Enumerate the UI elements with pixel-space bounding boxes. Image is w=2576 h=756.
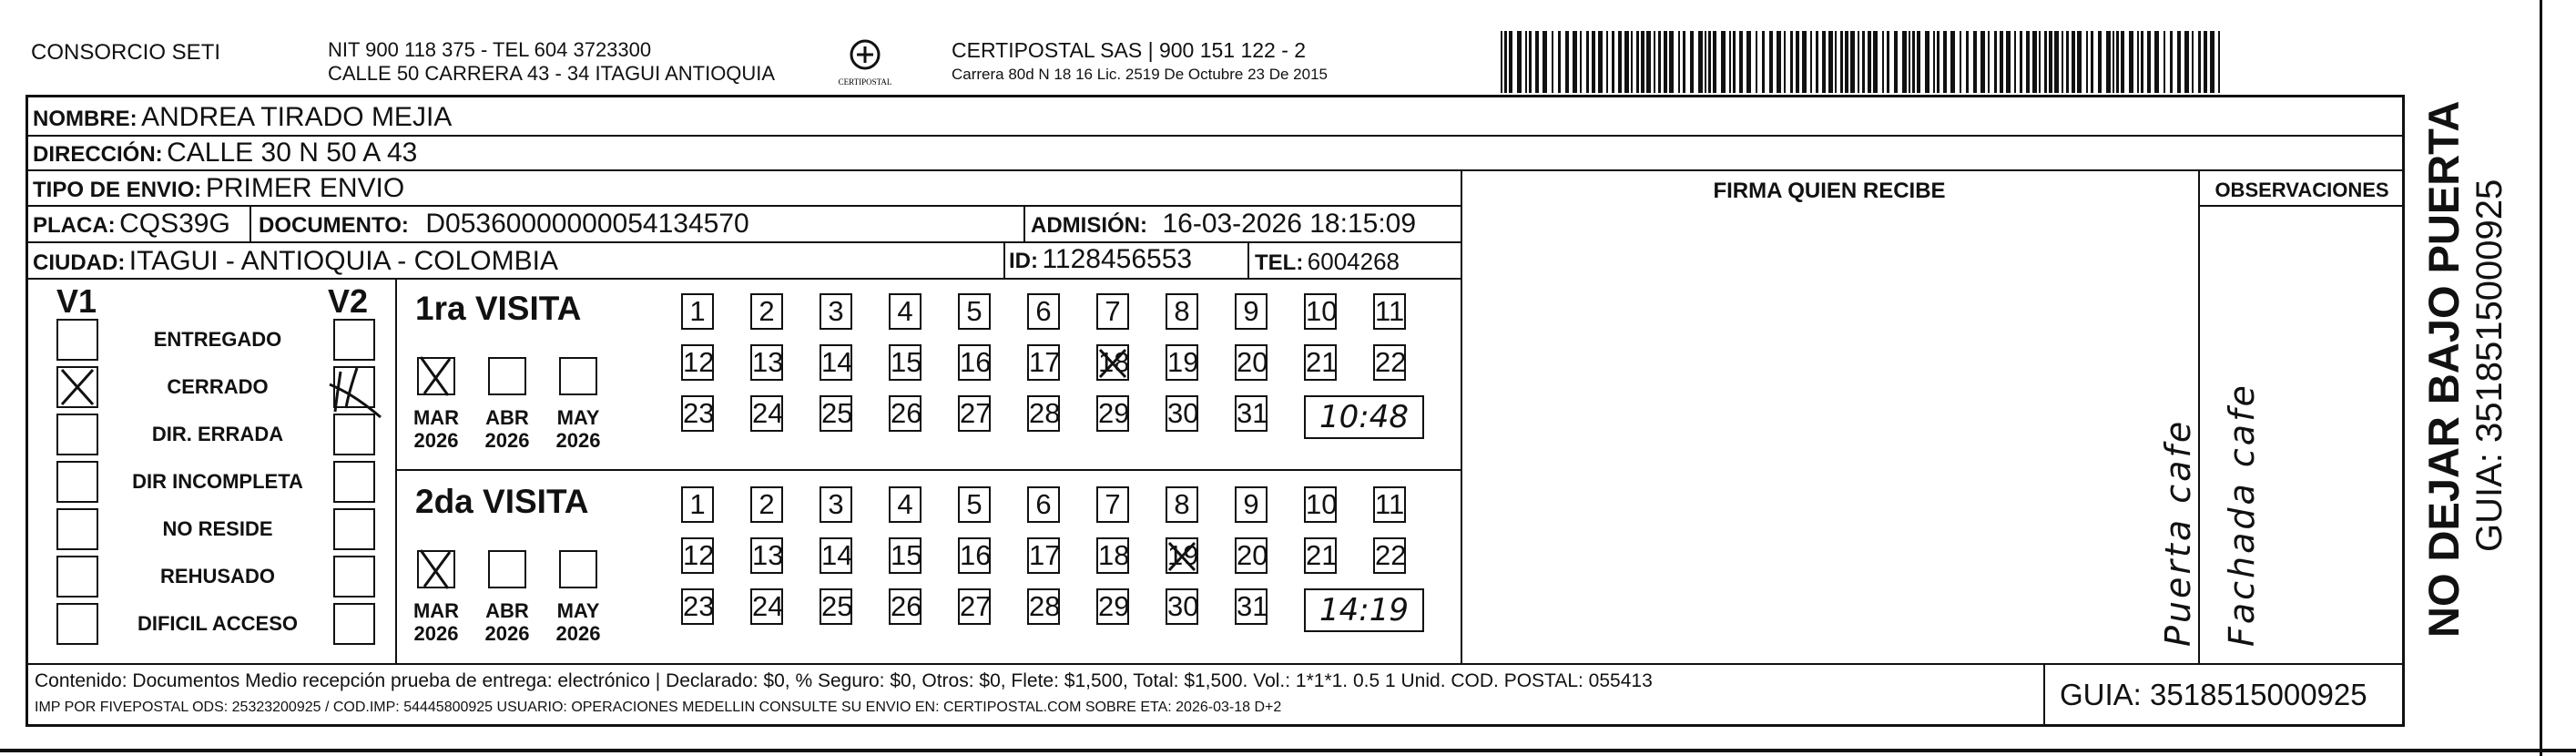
address-label: DIRECCIÓN: bbox=[33, 142, 163, 167]
status-label: REHUSADO bbox=[160, 565, 275, 587]
type-row bbox=[33, 173, 404, 204]
month-name: MAY bbox=[556, 406, 600, 429]
month-name: ABR bbox=[485, 406, 529, 429]
day-box[interactable]: 25 bbox=[820, 588, 852, 625]
recipient-address: CALLE 30 N 50 A 43 bbox=[167, 138, 418, 168]
day-box[interactable]: 27 bbox=[958, 588, 991, 625]
certipostal-logo-icon bbox=[833, 35, 897, 89]
day-box[interactable]: 3 bbox=[820, 486, 852, 523]
day-box[interactable]: 1 bbox=[681, 486, 714, 523]
month-label bbox=[546, 406, 610, 452]
v2-cerrado-check-icon bbox=[321, 357, 386, 421]
day-box[interactable]: 21 bbox=[1304, 344, 1337, 381]
day-box[interactable]: 11 bbox=[1373, 486, 1406, 523]
observation-line-2: Fachada cafe bbox=[2222, 383, 2262, 647]
day-box[interactable]: 14 bbox=[820, 537, 852, 574]
day-box[interactable]: 31 bbox=[1235, 588, 1268, 625]
observation-line-1: Puerta cafe bbox=[2158, 418, 2198, 647]
v1-checkbox[interactable] bbox=[56, 603, 98, 645]
admission-label: ADMISIÓN: bbox=[1031, 213, 1147, 238]
id-value: 1128456553 bbox=[1042, 244, 1193, 274]
v1-header: V1 bbox=[56, 282, 97, 320]
day-box[interactable]: 6 bbox=[1027, 293, 1060, 330]
month-check-icon bbox=[412, 352, 459, 399]
admission-value: 16-03-2026 18:15:09 bbox=[1162, 209, 1417, 239]
day-box[interactable]: 18 bbox=[1096, 344, 1129, 381]
month-year: 2026 bbox=[484, 429, 530, 452]
day-box[interactable]: 16 bbox=[958, 537, 991, 574]
footer-imp: IMP POR FIVEPOSTAL ODS: 25323200925 / COD.IMP: 54445800925 USUARIO: OPERACIONES MEDELLIN CONSULTE SU ENVIO EN: CERTIPOSTAL.COM SOBRE ETA: 2026-03-18 D+2 bbox=[35, 700, 1282, 715]
document-label: DOCUMENTO: bbox=[259, 213, 409, 238]
month-name: MAR bbox=[412, 599, 460, 622]
observations-header: OBSERVACIONES bbox=[2215, 179, 2389, 201]
city-cell bbox=[33, 246, 558, 277]
month-year: 2026 bbox=[555, 429, 601, 452]
day-box[interactable]: 28 bbox=[1027, 588, 1060, 625]
status-label: NO RESIDE bbox=[162, 517, 273, 540]
day-box[interactable]: 8 bbox=[1166, 486, 1198, 523]
day-box[interactable]: 19 bbox=[1166, 344, 1198, 381]
v2-checkbox[interactable] bbox=[333, 508, 375, 550]
v2-checkbox[interactable] bbox=[333, 461, 375, 503]
day-box[interactable]: 20 bbox=[1235, 344, 1268, 381]
visit-time: 10:48 bbox=[1304, 395, 1424, 439]
tel-value: 6004268 bbox=[1307, 248, 1400, 275]
status-label: CERRADO bbox=[167, 375, 269, 398]
day-box[interactable]: 29 bbox=[1096, 588, 1129, 625]
day-box[interactable]: 5 bbox=[958, 486, 991, 523]
v1-checkbox[interactable] bbox=[56, 414, 98, 455]
day-box[interactable]: 17 bbox=[1027, 537, 1060, 574]
month-checkbox[interactable] bbox=[488, 550, 526, 588]
signature-header: FIRMA QUIEN RECIBE bbox=[1713, 179, 1946, 203]
day-box[interactable]: 8 bbox=[1166, 293, 1198, 330]
month-label bbox=[404, 406, 468, 452]
day-box[interactable]: 9 bbox=[1235, 486, 1268, 523]
v1-checkbox[interactable] bbox=[56, 461, 98, 503]
company-name: CONSORCIO SETI bbox=[31, 40, 221, 65]
day-box[interactable]: 2 bbox=[750, 293, 783, 330]
month-name: ABR bbox=[485, 599, 529, 622]
day-box[interactable]: 29 bbox=[1096, 395, 1129, 432]
day-box[interactable]: 24 bbox=[750, 395, 783, 432]
day-box[interactable]: 7 bbox=[1096, 293, 1129, 330]
day-box[interactable]: 27 bbox=[958, 395, 991, 432]
day-box[interactable]: 16 bbox=[958, 344, 991, 381]
day-box[interactable]: 24 bbox=[750, 588, 783, 625]
day-box[interactable]: 18 bbox=[1096, 537, 1129, 574]
v2-checkbox[interactable] bbox=[333, 603, 375, 645]
visit-title: 2da VISITA bbox=[415, 483, 589, 520]
day-box[interactable]: 9 bbox=[1235, 293, 1268, 330]
v1-cerrado-check-icon bbox=[55, 364, 100, 410]
day-box[interactable]: 4 bbox=[889, 293, 921, 330]
v1-checkbox[interactable] bbox=[56, 319, 98, 361]
month-checkbox[interactable] bbox=[559, 550, 597, 588]
day-box[interactable]: 26 bbox=[889, 395, 921, 432]
visit-time: 14:19 bbox=[1304, 588, 1424, 632]
document-cell bbox=[259, 209, 749, 240]
day-box[interactable]: 19 bbox=[1166, 537, 1198, 574]
status-label: DIR INCOMPLETA bbox=[132, 470, 303, 493]
name-row bbox=[33, 102, 452, 133]
day-box[interactable]: 25 bbox=[820, 395, 852, 432]
address-line: CALLE 50 CARRERA 43 - 34 ITAGUI ANTIOQUIA bbox=[328, 62, 776, 85]
v1-checkbox[interactable] bbox=[56, 556, 98, 598]
day-box[interactable]: 12 bbox=[681, 344, 714, 381]
type-label: TIPO DE ENVIO: bbox=[33, 178, 202, 202]
day-box[interactable]: 13 bbox=[750, 344, 783, 381]
status-label: ENTREGADO bbox=[153, 328, 282, 351]
day-box[interactable]: 21 bbox=[1304, 537, 1337, 574]
day-box[interactable]: 15 bbox=[889, 344, 921, 381]
month-name: MAR bbox=[412, 406, 460, 429]
tel-cell bbox=[1255, 248, 1400, 276]
day-box[interactable]: 5 bbox=[958, 293, 991, 330]
day-box[interactable]: 14 bbox=[820, 344, 852, 381]
side-guia: GUIA: 3518515000925 bbox=[2469, 179, 2510, 552]
day-box[interactable]: 15 bbox=[889, 537, 921, 574]
day-box[interactable]: 30 bbox=[1166, 588, 1198, 625]
month-checkbox[interactable] bbox=[559, 357, 597, 395]
id-cell bbox=[1009, 244, 1192, 275]
month-year: 2026 bbox=[484, 622, 530, 645]
day-box[interactable]: 1 bbox=[681, 293, 714, 330]
v1-checkbox[interactable] bbox=[56, 508, 98, 550]
month-label bbox=[475, 599, 539, 645]
day-box[interactable]: 26 bbox=[889, 588, 921, 625]
day-box[interactable]: 6 bbox=[1027, 486, 1060, 523]
month-year: 2026 bbox=[413, 429, 459, 452]
svg-text:CERTIPOSTAL: CERTIPOSTAL bbox=[838, 77, 892, 87]
id-label: ID: bbox=[1009, 249, 1038, 273]
month-label bbox=[546, 599, 610, 645]
status-label: DIFICIL ACCESO bbox=[137, 612, 298, 635]
address-row bbox=[33, 138, 417, 169]
plate-cell bbox=[33, 209, 230, 240]
day-box[interactable]: 3 bbox=[820, 293, 852, 330]
month-checkbox[interactable] bbox=[488, 357, 526, 395]
day-box[interactable]: 22 bbox=[1373, 537, 1406, 574]
day-box[interactable]: 13 bbox=[750, 537, 783, 574]
admission-cell bbox=[1031, 209, 1416, 240]
month-label bbox=[404, 599, 468, 645]
day-box[interactable]: 20 bbox=[1235, 537, 1268, 574]
v2-checkbox[interactable] bbox=[333, 319, 375, 361]
v2-checkbox[interactable] bbox=[333, 556, 375, 598]
tel-label: TEL: bbox=[1255, 250, 1304, 275]
license-line: Carrera 80d N 18 16 Lic. 2519 De Octubre 23 De 2015 bbox=[952, 66, 1328, 83]
month-year: 2026 bbox=[555, 622, 601, 645]
plate-value: CQS39G bbox=[119, 209, 230, 239]
footer-content: Contenido: Documentos Medio recepción prueba de entrega: electrónico | Declarado: $0, % Seguro: $0, Otros: $0, Flete: $1,500, Total: $1,500. Vol.: 1*1*1. 0.5 1 Unid. COD. POSTAL: 055413 bbox=[35, 670, 1653, 691]
recipient-name: ANDREA TIRADO MEJIA bbox=[141, 102, 453, 132]
v2-header: V2 bbox=[328, 282, 369, 320]
day-box[interactable]: 31 bbox=[1235, 395, 1268, 432]
day-box[interactable]: 22 bbox=[1373, 344, 1406, 381]
visit-title: 1ra VISITA bbox=[415, 290, 582, 327]
day-box[interactable]: 17 bbox=[1027, 344, 1060, 381]
month-year: 2026 bbox=[413, 622, 459, 645]
day-box[interactable]: 12 bbox=[681, 537, 714, 574]
carrier-line: CERTIPOSTAL SAS | 900 151 122 - 2 bbox=[952, 38, 1307, 62]
day-box[interactable]: 2 bbox=[750, 486, 783, 523]
name-label: NOMBRE: bbox=[33, 107, 137, 131]
day-box[interactable]: 4 bbox=[889, 486, 921, 523]
day-box[interactable]: 11 bbox=[1373, 293, 1406, 330]
barcode bbox=[1501, 31, 2225, 93]
footer-guia: GUIA: 3518515000925 bbox=[2060, 678, 2367, 711]
day-box[interactable]: 7 bbox=[1096, 486, 1129, 523]
city-label: CIUDAD: bbox=[33, 250, 126, 275]
day-box[interactable]: 30 bbox=[1166, 395, 1198, 432]
day-check-icon bbox=[1162, 536, 1202, 577]
shipment-type: PRIMER ENVIO bbox=[205, 173, 405, 203]
city-value: ITAGUI - ANTIOQUIA - COLOMBIA bbox=[128, 246, 558, 276]
status-label: DIR. ERRADA bbox=[151, 423, 284, 445]
plate-label: PLACA: bbox=[33, 213, 116, 238]
day-box[interactable]: 28 bbox=[1027, 395, 1060, 432]
document-value: D05360000000054134570 bbox=[425, 209, 749, 239]
nit-line: NIT 900 118 375 - TEL 604 3723300 bbox=[328, 38, 652, 61]
side-warning: NO DEJAR BAJO PUERTA bbox=[2419, 100, 2468, 638]
day-box[interactable]: 23 bbox=[681, 395, 714, 432]
month-check-icon bbox=[412, 545, 459, 592]
day-box[interactable]: 10 bbox=[1304, 293, 1337, 330]
day-check-icon bbox=[1093, 342, 1133, 384]
month-name: MAY bbox=[556, 599, 600, 622]
signature-area[interactable] bbox=[1462, 207, 2196, 662]
month-label bbox=[475, 406, 539, 452]
day-box[interactable]: 10 bbox=[1304, 486, 1337, 523]
day-box[interactable]: 23 bbox=[681, 588, 714, 625]
